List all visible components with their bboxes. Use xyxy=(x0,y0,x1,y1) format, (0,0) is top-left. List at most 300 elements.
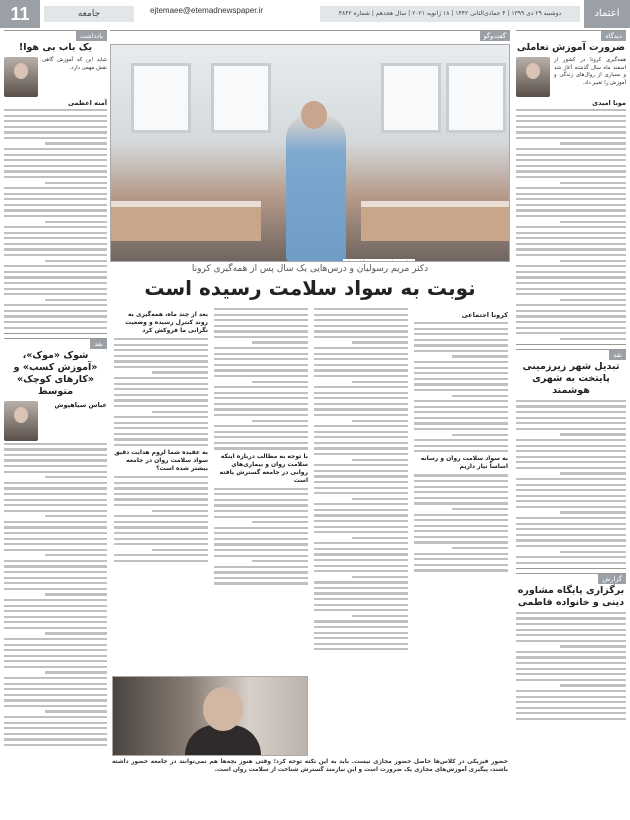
text-line xyxy=(314,559,408,561)
text-line xyxy=(4,644,107,646)
text-line xyxy=(4,154,107,156)
text-line xyxy=(4,487,107,489)
text-line xyxy=(214,325,308,327)
text-line xyxy=(4,705,107,707)
text-line xyxy=(4,582,107,584)
text-line xyxy=(314,414,408,416)
text-line xyxy=(314,542,408,544)
text-line xyxy=(4,315,107,317)
text-line xyxy=(516,696,626,698)
text-line xyxy=(516,176,626,178)
text-line xyxy=(4,170,107,172)
left-headline-2: شوک «موک»، «آموزش کسب» و «کارهای کوچک» متوسط xyxy=(13,349,98,397)
photo-window xyxy=(381,63,441,133)
text-line xyxy=(214,566,308,568)
text-line xyxy=(414,480,508,482)
text-line xyxy=(414,514,508,516)
text-line xyxy=(152,371,208,373)
text-line xyxy=(414,450,508,452)
text-line xyxy=(314,336,408,338)
text-line xyxy=(252,521,308,523)
text-line xyxy=(516,484,626,486)
text-line xyxy=(4,282,107,284)
text-line xyxy=(314,470,408,472)
pull-quote-3: به عقیده شما لزوم هدایت دقیق سواد سلامت روان در جامعه بیشتر شده است؟ xyxy=(114,449,208,473)
text-line xyxy=(516,679,626,681)
left-column xyxy=(4,30,107,815)
text-line xyxy=(516,534,626,536)
story-title: نوبت به سواد سلامت رسیده است xyxy=(144,276,476,300)
text-line xyxy=(516,215,626,217)
text-line xyxy=(516,131,626,133)
text-line xyxy=(214,369,308,371)
center-tag: گفت‌وگو xyxy=(480,31,510,41)
text-line xyxy=(314,514,408,516)
text-line xyxy=(516,500,626,502)
text-line xyxy=(45,182,107,184)
text-line xyxy=(414,361,508,363)
text-line xyxy=(414,428,508,430)
story-column-1 xyxy=(414,308,508,758)
story-column-4 xyxy=(114,308,208,668)
text-line xyxy=(4,694,107,696)
right-headline-3: برگزاری پایگاه مشاوره دینی و خانواده فاطمی xyxy=(517,584,625,608)
text-line xyxy=(45,710,107,712)
right-intro: همه‌گیری کرونا در کشور از اسفند ماه سال گذشته آغاز شد و بسیاری از روال‌های زندگی و آموزش را تغییر داد. xyxy=(554,57,626,86)
text-line xyxy=(114,427,208,429)
text-line xyxy=(516,254,626,256)
text-line xyxy=(560,299,626,301)
text-line xyxy=(214,364,308,366)
text-line xyxy=(516,439,626,441)
text-line xyxy=(314,403,408,405)
text-line xyxy=(314,353,408,355)
text-line xyxy=(414,569,508,571)
text-line xyxy=(314,325,408,327)
text-line xyxy=(4,215,107,217)
text-line xyxy=(452,508,508,510)
text-line xyxy=(314,431,408,433)
text-line xyxy=(516,288,626,290)
text-line xyxy=(214,358,308,360)
text-line xyxy=(4,699,107,701)
text-line xyxy=(114,405,208,407)
text-line xyxy=(4,137,107,139)
text-line xyxy=(414,525,508,527)
text-line xyxy=(45,221,107,223)
text-line xyxy=(314,503,408,505)
text-line xyxy=(560,338,626,340)
text-line xyxy=(516,495,626,497)
text-line xyxy=(414,497,508,499)
text-line xyxy=(560,645,626,647)
left-tagbar-2 xyxy=(4,338,107,347)
text-line xyxy=(314,481,408,483)
text-line xyxy=(45,299,107,301)
newspaper-logo: اعتماد xyxy=(584,0,630,28)
text-line xyxy=(452,547,508,549)
story-column-4-lines xyxy=(114,338,208,446)
text-line xyxy=(516,115,626,117)
right-tag-3: گزارش xyxy=(598,574,626,584)
text-line xyxy=(516,612,626,614)
text-line xyxy=(45,142,107,144)
text-line xyxy=(352,341,408,343)
text-line xyxy=(414,536,508,538)
text-line xyxy=(214,532,308,534)
text-line xyxy=(352,420,408,422)
text-line xyxy=(516,293,626,295)
text-line xyxy=(516,126,626,128)
text-line xyxy=(152,549,208,551)
text-line xyxy=(516,271,626,273)
text-line xyxy=(516,327,626,329)
story-column-3-lines xyxy=(214,308,308,450)
text-line xyxy=(114,504,208,506)
text-line xyxy=(314,581,408,583)
text-line xyxy=(516,712,626,714)
text-line xyxy=(516,400,626,402)
text-line xyxy=(414,558,508,560)
text-line xyxy=(114,521,208,523)
text-line xyxy=(114,498,208,500)
text-line xyxy=(4,165,107,167)
text-line xyxy=(4,248,107,250)
text-line xyxy=(314,643,408,645)
text-line xyxy=(516,120,626,122)
text-line xyxy=(516,237,626,239)
text-line xyxy=(414,339,508,341)
text-line xyxy=(414,328,508,330)
text-line xyxy=(314,632,408,634)
text-line xyxy=(314,609,408,611)
text-line xyxy=(4,443,107,445)
text-line xyxy=(214,314,308,316)
text-line xyxy=(516,456,626,458)
email-address[interactable]: ejtemaee@etemadnewspaper.ir xyxy=(150,6,264,15)
text-line xyxy=(114,526,208,528)
text-line xyxy=(214,392,308,394)
left-author: آمنه اعظمی xyxy=(67,99,107,107)
text-line xyxy=(4,148,107,150)
left-tagbar xyxy=(4,30,107,39)
text-line xyxy=(414,519,508,521)
text-line xyxy=(4,571,107,573)
text-line xyxy=(4,254,107,256)
text-line xyxy=(45,554,107,556)
text-line xyxy=(314,397,408,399)
text-line xyxy=(114,515,208,517)
text-line xyxy=(516,405,626,407)
text-line xyxy=(516,209,626,211)
text-line xyxy=(4,209,107,211)
divider xyxy=(516,344,626,345)
text-line xyxy=(114,416,208,418)
text-line xyxy=(4,226,107,228)
text-line xyxy=(314,620,408,622)
text-line xyxy=(516,193,626,195)
text-line xyxy=(516,310,626,312)
text-line xyxy=(4,288,107,290)
text-line xyxy=(560,142,626,144)
text-line xyxy=(114,554,208,556)
text-line xyxy=(114,487,208,489)
text-line xyxy=(252,420,308,422)
text-line xyxy=(314,475,408,477)
text-line xyxy=(516,506,626,508)
text-line xyxy=(314,347,408,349)
text-line xyxy=(214,499,308,501)
text-line xyxy=(314,464,408,466)
text-line xyxy=(516,450,626,452)
right-tag: دیدگاه xyxy=(601,31,626,41)
text-line xyxy=(4,126,107,128)
text-line xyxy=(414,439,508,441)
text-line xyxy=(516,651,626,653)
text-line xyxy=(560,472,626,474)
text-line xyxy=(4,504,107,506)
left-intro: شاید این که آموزش گاهی نقش مهمی دارد. xyxy=(42,57,107,71)
left-body-lines xyxy=(4,109,107,329)
right-headline: ضرورت آموزش تعاملی xyxy=(516,42,626,53)
text-line xyxy=(452,355,508,357)
text-line xyxy=(516,248,626,250)
story-column-4-lines-b xyxy=(114,476,208,562)
divider xyxy=(4,333,107,334)
right-body-lines-3 xyxy=(516,612,626,720)
text-line xyxy=(516,445,626,447)
text-line xyxy=(114,383,208,385)
text-line xyxy=(516,276,626,278)
text-line xyxy=(4,610,107,612)
text-line xyxy=(214,577,308,579)
text-line xyxy=(414,378,508,380)
text-line xyxy=(214,543,308,545)
text-line xyxy=(516,623,626,625)
text-line xyxy=(214,319,308,321)
text-line xyxy=(314,509,408,511)
text-line xyxy=(516,489,626,491)
text-line xyxy=(414,417,508,419)
text-line xyxy=(516,282,626,284)
right-body-lines xyxy=(516,109,626,340)
text-line xyxy=(114,377,208,379)
text-line xyxy=(45,260,107,262)
text-line xyxy=(4,744,107,746)
left-headline: یک باب بی هوا! xyxy=(18,42,93,53)
text-line xyxy=(516,523,626,525)
text-line xyxy=(214,408,308,410)
text-line xyxy=(516,109,626,111)
text-line xyxy=(4,310,107,312)
text-line xyxy=(314,330,408,332)
story-column-2 xyxy=(314,308,408,758)
text-line xyxy=(414,445,508,447)
text-line xyxy=(516,265,626,267)
text-line xyxy=(4,738,107,740)
text-line xyxy=(414,474,508,476)
text-line xyxy=(516,411,626,413)
text-line xyxy=(4,655,107,657)
text-line xyxy=(45,632,107,634)
photo-caption: حضور فیزیکی در کلاس‌ها حاصل حضور مجازی نیست. باید به این نکته توجه کرد؛ وقتی هنوز بچه‌ها هم نمی‌توانند در جامعه حضور داشته باشند، پیگیری آموزش‌های مجازی یک ضرورت است و این نیازمند گسترش شناخت از سلامت روان است. xyxy=(112,759,508,773)
story-column-1-lines-b xyxy=(414,474,508,571)
text-line xyxy=(4,627,107,629)
text-line xyxy=(45,671,107,673)
text-line xyxy=(114,482,208,484)
text-line xyxy=(516,617,626,619)
text-line xyxy=(560,221,626,223)
text-line xyxy=(114,422,208,424)
text-line xyxy=(114,399,208,401)
story-kicker: دکتر مریم رسولیان و درس‌هایی یک سال پس از همه‌گیری کرونا xyxy=(191,264,429,274)
text-line xyxy=(314,637,408,639)
text-line xyxy=(214,375,308,377)
text-line xyxy=(314,526,408,528)
text-line xyxy=(314,425,408,427)
pull-quote-4: به سواد سلامت روان و رسانه اساساً نیاز داریم xyxy=(420,455,508,471)
text-line xyxy=(314,369,408,371)
text-line xyxy=(4,538,107,540)
text-line xyxy=(314,436,408,438)
left-tag-2: نقد xyxy=(90,339,107,349)
text-line xyxy=(314,520,408,522)
text-line xyxy=(414,502,508,504)
photo-window xyxy=(446,63,506,133)
text-line xyxy=(516,243,626,245)
text-line xyxy=(516,170,626,172)
text-line xyxy=(252,381,308,383)
text-line xyxy=(516,226,626,228)
text-line xyxy=(314,548,408,550)
text-line xyxy=(252,560,308,562)
text-line xyxy=(4,499,107,501)
photo-bed xyxy=(111,201,261,241)
story-column-1-lines xyxy=(414,322,508,452)
text-line xyxy=(4,454,107,456)
text-line xyxy=(516,204,626,206)
text-line xyxy=(516,545,626,547)
text-line xyxy=(4,198,107,200)
text-line xyxy=(516,640,626,642)
text-line xyxy=(214,436,308,438)
text-line xyxy=(516,232,626,234)
text-line xyxy=(516,634,626,636)
text-line xyxy=(516,701,626,703)
text-line xyxy=(4,327,107,329)
text-line xyxy=(560,182,626,184)
text-line xyxy=(114,344,208,346)
text-line xyxy=(4,265,107,267)
text-line xyxy=(4,237,107,239)
text-line xyxy=(214,447,308,449)
text-line xyxy=(516,159,626,161)
right-tagbar xyxy=(516,30,626,39)
text-line xyxy=(516,165,626,167)
text-line xyxy=(4,131,107,133)
pull-quote-2: بعد از چند ماه، همه‌گیری به روند کنترل رسیده و وضعیت نگرانی ما فروکش کرد xyxy=(125,311,208,334)
text-line xyxy=(114,355,208,357)
text-line xyxy=(4,599,107,601)
text-line xyxy=(214,386,308,388)
text-line xyxy=(114,538,208,540)
text-line xyxy=(516,629,626,631)
text-line xyxy=(516,137,626,139)
text-line xyxy=(4,243,107,245)
column-lead: کرونا اجتماعی xyxy=(461,311,508,319)
text-line xyxy=(4,448,107,450)
text-line xyxy=(4,560,107,562)
text-line xyxy=(4,521,107,523)
text-line xyxy=(414,541,508,543)
dateline: دوشنبه ۲۹ دی ۱۳۹۹ | ۴ جمادی‌الثانی ۱۴۴۲ | ۱۸ ژانویه ۲۰۲۱ | سال هجدهم | شماره ۴۸۴۲ xyxy=(320,6,580,22)
text-line xyxy=(452,434,508,436)
text-line xyxy=(314,408,408,410)
text-line xyxy=(114,532,208,534)
text-line xyxy=(516,332,626,334)
text-line xyxy=(4,159,107,161)
text-line xyxy=(414,389,508,391)
pull-quote-1: با توجه به مطالب درباره اینکه سلامت روان و بیماری‌های روانی در جامعه گسترش یافته است xyxy=(219,452,308,484)
text-line xyxy=(352,615,408,617)
text-line xyxy=(4,471,107,473)
text-line xyxy=(516,539,626,541)
text-line xyxy=(114,560,208,562)
text-line xyxy=(314,308,408,310)
main-story xyxy=(110,30,510,815)
text-line xyxy=(414,322,508,324)
text-line xyxy=(414,486,508,488)
text-line xyxy=(4,204,107,206)
text-line xyxy=(516,528,626,530)
section-label: جامعه xyxy=(44,6,134,22)
text-line xyxy=(516,154,626,156)
text-line xyxy=(314,447,408,449)
text-line xyxy=(560,551,626,553)
text-line xyxy=(214,353,308,355)
text-line xyxy=(314,453,408,455)
text-line xyxy=(516,187,626,189)
text-line xyxy=(352,576,408,578)
text-line xyxy=(516,718,626,720)
story-column-2-lines xyxy=(314,308,408,650)
text-line xyxy=(114,444,208,446)
photo-patient-head xyxy=(301,101,327,129)
text-line xyxy=(560,433,626,435)
text-line xyxy=(4,176,107,178)
text-line xyxy=(414,553,508,555)
text-line xyxy=(560,511,626,513)
text-line xyxy=(314,442,408,444)
text-line xyxy=(4,459,107,461)
text-line xyxy=(4,187,107,189)
text-line xyxy=(4,565,107,567)
masthead xyxy=(0,0,630,28)
hospital-photo xyxy=(110,44,510,262)
text-line xyxy=(214,347,308,349)
text-line xyxy=(516,656,626,658)
text-line xyxy=(214,538,308,540)
text-line xyxy=(516,707,626,709)
divider xyxy=(516,568,626,569)
photo-credit xyxy=(343,259,415,262)
text-line xyxy=(314,598,408,600)
text-line xyxy=(516,461,626,463)
right-tag-2: نقد xyxy=(609,350,626,360)
text-line xyxy=(4,510,107,512)
text-line xyxy=(214,336,308,338)
text-line xyxy=(4,271,107,273)
